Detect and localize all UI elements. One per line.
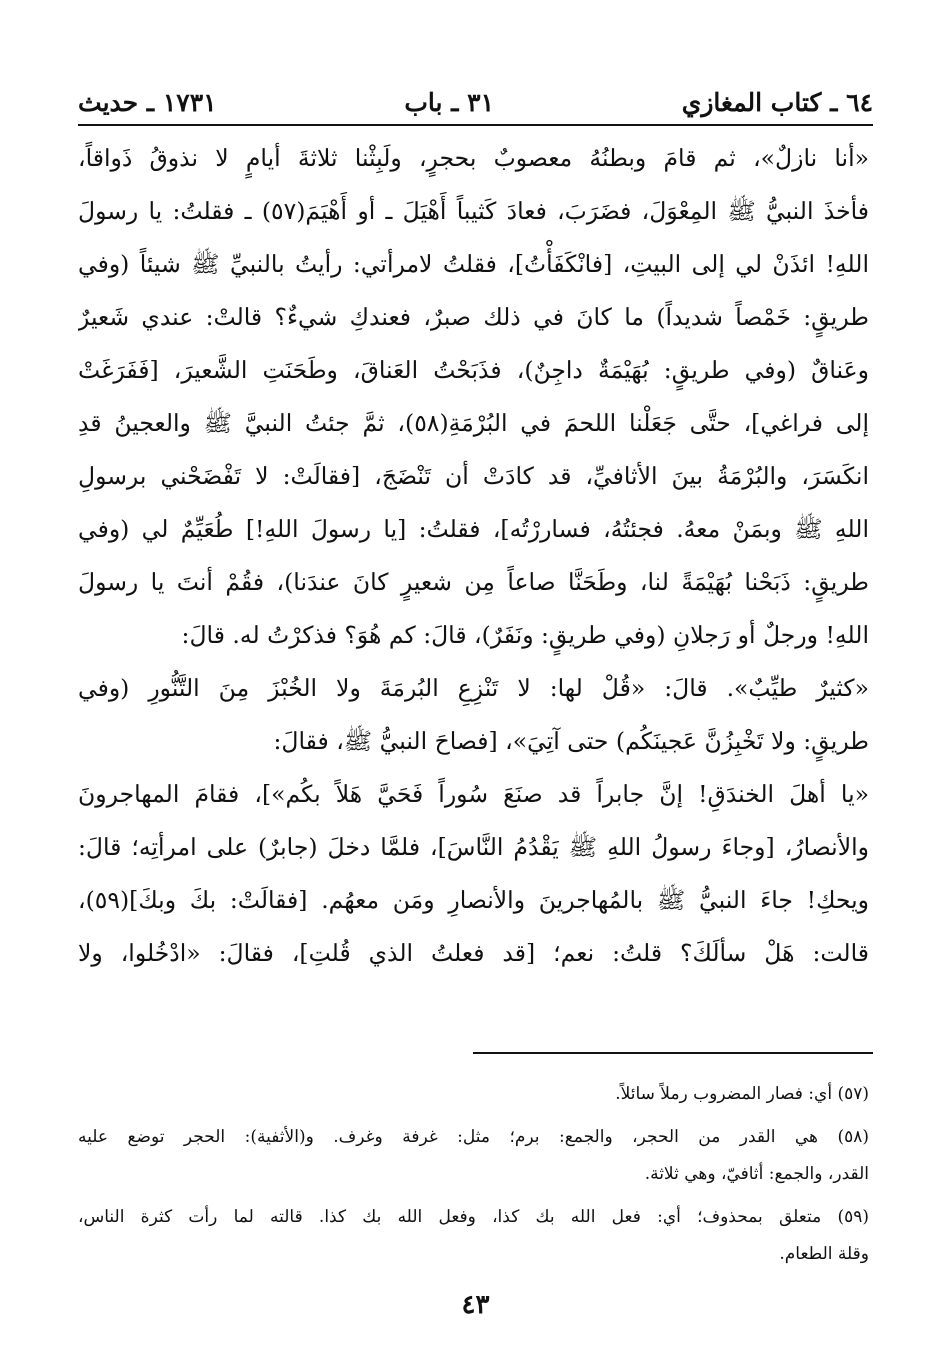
page-number: ٤٣ [461,1290,490,1320]
text-line: اللهِ ﷺ وبمَنْ معهُ. فجئتُهُ، فساررْتُه]، فقلتُ: [يا رسولَ اللهِ!] طُعَيِّمٌ لي (وفي [78,515,869,543]
text-line: اللهِ! ائذَنْ لي إلى البيتِ، [فانْكَفَأْتُ]، فقلتُ لامرأتي: رأيتُ بالنبيِّ ﷺ شيئاً (وفي [78,250,869,278]
running-header [78,82,873,122]
header-chapter: ٣١ ـ باب [404,87,495,117]
text-line: وعَناقٌ (وفي طريقٍ: بُهَيْمَةٌ داجِنٌ)، فذَبَحْتُ العَناقَ، وطَحَنَتِ الشَّعيرَ، [فَفَرَغَتْ [78,356,869,384]
text-line: «يا أهلَ الخندَقِ! إنَّ جابراً قد صنَعَ سُوراً فَحَيَّ هَلاً بكُم»]، فقامَ المهاجرونَ [78,780,869,808]
footnote-59-cont: وقلة الطعام. [779,1244,869,1264]
header-hadith-number: ١٧٣١ ـ حديث [78,87,217,117]
text-line: «كثيرٌ طيِّبٌ». قالَ: «قُلْ لها: لا تَنْزِعِ البُرمَةَ ولا الخُبْزَ مِنَ التَّنُّورِ (وفي [78,674,869,702]
text-line: ويحكِ! جاءَ النبيُّ ﷺ بالمُهاجرينَ والأنصارِ ومَن معهُم. [فقالَتْ: بكَ وبكَ](٥٩)، [78,886,869,914]
footnotes [78,1076,869,1273]
footnote-58-cont: القدر، والجمع: أثافيّ، وهي ثلاثة. [644,1164,869,1184]
footnote-rule [473,1052,873,1054]
footnote-57: (٥٧) أي: فصار المضروب رملاً سائلاً. [615,1084,869,1104]
footnote-58: (٥٨) هي القدر من الحجر، والجمع: برم؛ مثل: غرفة وغرف. و(الأثفية): الحجر توضع عليه [78,1127,869,1147]
header-book-title: ٦٤ ـ كتاب المغازي [681,87,873,117]
footnote-59: (٥٩) متعلق بمحذوف؛ أي: فعل الله بك كذا، وفعل الله بك كذا. قالته لما رأت كثرة الناس، [78,1207,869,1227]
text-line: إلى فراغي]، حتَّى جَعَلْنا اللحمَ في البُرْمَةِ(٥٨)، ثمَّ جئتُ النبيَّ ﷺ والعجينُ قدِ [78,409,869,437]
text-line: «أنا نازلٌ»، ثم قامَ وبطنُهُ معصوبٌ بحجرٍ، ولَبِثْنا ثلاثةَ أيامٍ لا نذوقُ ذَواقاً، [78,144,869,172]
text-line: طريقٍ: ولا تَخْبِزُنَّ عَجينَكُم) حتى آتِيَ»، [فصاحَ النبيُّ ﷺ، فقالَ: [273,727,869,755]
header-rule [78,124,873,126]
text-line: فأخذَ النبيُّ ﷺ المِعْوَلَ، فضَرَبَ، فعادَ كَثيباً أَهْيَلَ ـ أو أَهْيَمَ(٥٧) ـ فقلتُ: يا رسولَ [78,197,869,225]
text-line: طريقٍ: ذَبَحْنا بُهَيْمَةً لنا، وطَحَنَّا صاعاً مِن شعيرٍ كانَ عندَنا)، فقُمْ أنتَ يا رسولَ [78,568,869,596]
text-line: اللهِ! ورجلٌ أو رَجلانِ (وفي طريقٍ: ونَفَرٌ)، قالَ: كم هُوَ؟ فذكرْتُ له. قالَ: [181,621,869,649]
text-line: والأنصارُ، [وجاءَ رسولُ اللهِ ﷺ يَقْدُمُ النَّاسَ]، فلمَّا دخلَ (جابرٌ) على امرأتِه؛ قالَ: [78,833,869,861]
main-text [78,132,869,980]
text-line: قالت: هَلْ سألَكَ؟ قلتُ: نعم؛ [قد فعلتُ الذي قُلتِ]، فقالَ: «ادْخُلوا، ولا [78,939,869,967]
text-line: طريقٍ: خَمْصاً شديداً) ما كانَ في ذلك صبرٌ، فعندكِ شيءٌ؟ قالتْ: عندي شَعيرٌ [78,303,869,331]
text-line: انكَسَرَ، والبُرْمَةُ بينَ الأثافيِّ، قد كادَتْ أن تَنْضَجَ، [فقالَتْ: لا تَفْضَحْني برسولِ [78,462,869,490]
